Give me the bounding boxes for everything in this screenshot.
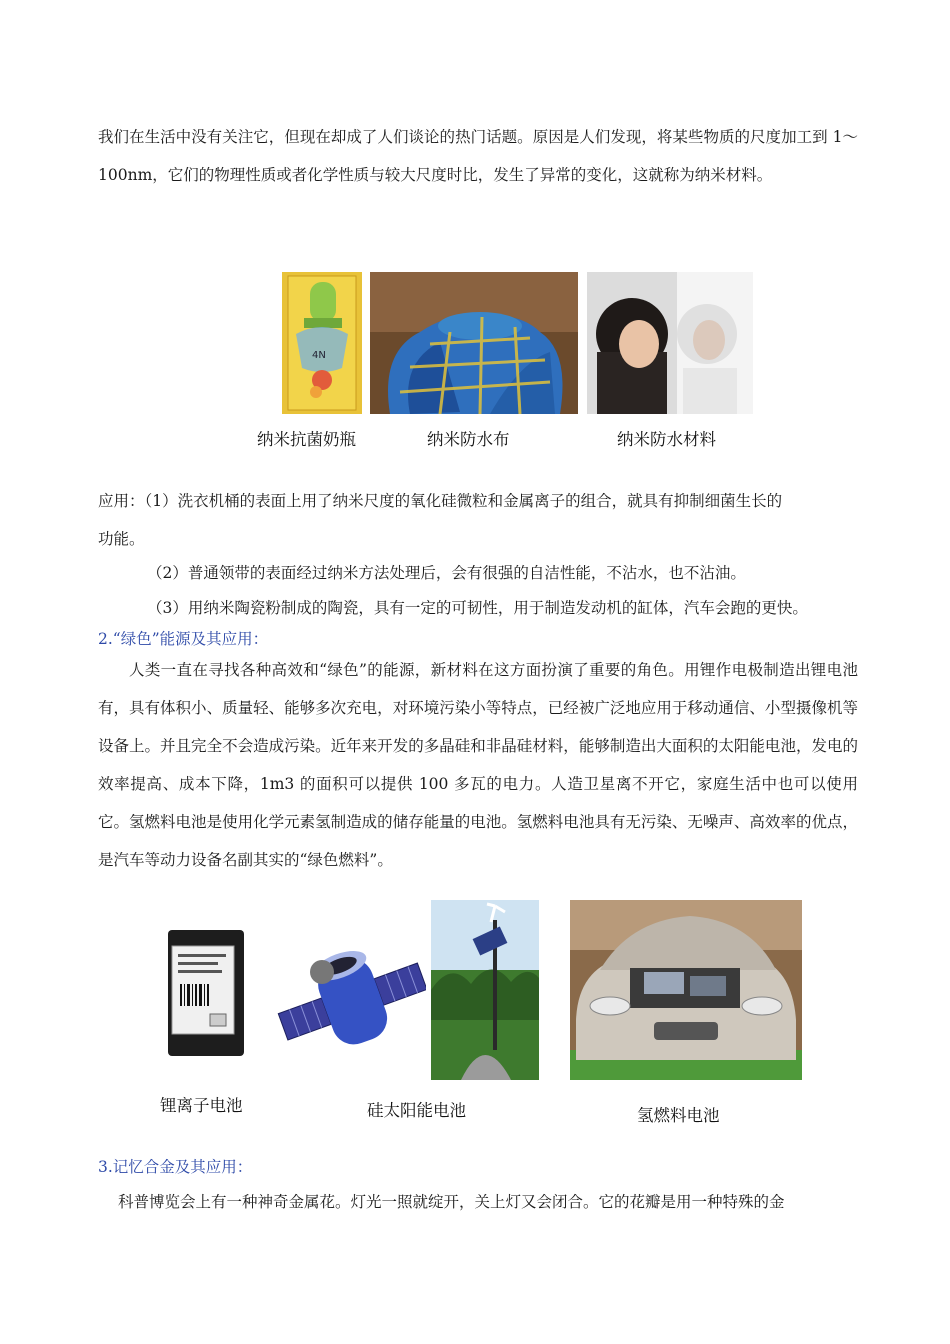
nano-waterproof-material-photo xyxy=(587,272,753,414)
figure1-caption-2: 纳米防水布 xyxy=(427,430,510,449)
section2-heading: 2.“绿色”能源及其应用： xyxy=(98,630,269,648)
nano-antibacterial-bottle-photo xyxy=(282,272,362,414)
intro-paragraph: 我们在生活中没有关注它，但现在却成了人们谈论的热门话题。原因是人们发现，将某些物质的尺度加工到 1～100nm，它们的物理性质或者化学性质与较大尺度时比，发生了异常的变化，这就称为纳米材料。 xyxy=(98,128,858,184)
solar-street-light-photo xyxy=(431,900,539,1080)
application-line-3: （3）用纳米陶瓷粉制成的陶瓷，具有一定的可韧性，用于制造发动机的缸体，汽车会跑的更快。 xyxy=(147,599,808,617)
lithium-ion-battery-photo xyxy=(166,928,246,1058)
figure2-caption-2: 硅太阳能电池 xyxy=(367,1101,466,1120)
figure2-caption-1: 锂离子电池 xyxy=(160,1096,243,1115)
section3-heading: 3.记忆合金及其应用： xyxy=(98,1158,253,1176)
figure1-caption-1: 纳米抗菌奶瓶 xyxy=(257,430,356,449)
section3-paragraph: 科普博览会上有一种神奇金属花。灯光一照就绽开，关上灯又会闭合。它的花瓣是用一种特殊的金 xyxy=(118,1193,785,1211)
application-line-2: （2）普通领带的表面经过纳米方法处理后，会有很强的自洁性能，不沾水，也不沾油。 xyxy=(147,564,746,582)
application-line-1-cont: 功能。 xyxy=(98,530,145,548)
hydrogen-fuel-car-photo xyxy=(570,900,802,1080)
nano-waterproof-cloth-photo xyxy=(370,272,578,414)
figure1-caption-3: 纳米防水材料 xyxy=(617,430,716,449)
application-line-1: 应用：（1）洗衣机桶的表面上用了纳米尺度的氧化硅微粒和金属离子的组合，就具有抑制细菌生长的 xyxy=(98,492,783,510)
satellite-photo xyxy=(276,930,426,1070)
svg-text:4N: 4N xyxy=(312,350,326,361)
section2-paragraph: 人类一直在寻找各种高效和“绿色”的能源，新材料在这方面扮演了重要的角色。用锂作电极制造出锂电池有，具有体积小、质量轻、能够多次充电，对环境污染小等特点，已经被广泛地应用于移动通信、小型摄像机等设备上。并且完全不会造成污染。近年来开发的多晶硅和非晶硅材料，能够制造出大面积的太阳能电池，发电的效率提高、成本下降，1m3 的面积可以提供 100 多瓦的电力。人造卫星离不开它，家庭生活中也可以使用它。氢燃料电池是使用化学元素氢制造成的储存能量的电池。氢燃料电池具有无污染、无噪声、高效率的优点，是汽车等动力设备名副其实的“绿色燃料”。 xyxy=(98,661,858,869)
figure2-caption-3: 氢燃料电池 xyxy=(637,1106,720,1125)
